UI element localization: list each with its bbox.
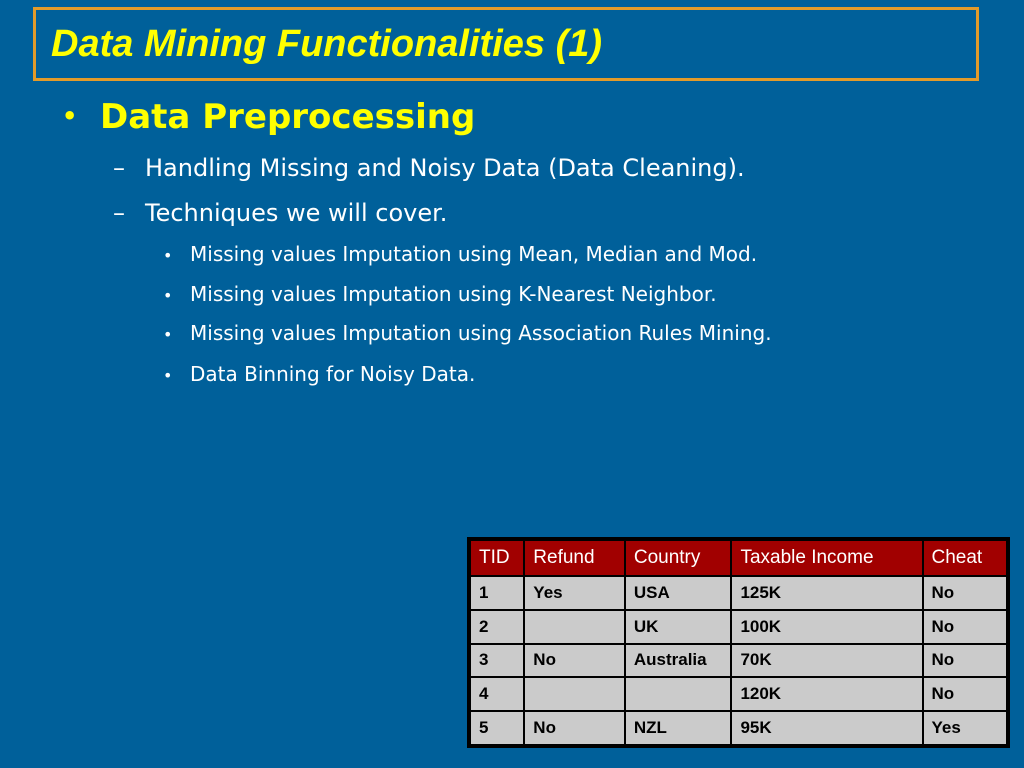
data-table	[467, 537, 1010, 748]
header-taxable-income: Taxable Income	[732, 541, 921, 575]
cell-taxable-income: 120K	[732, 678, 921, 710]
sub-sub-item-binning	[163, 361, 475, 389]
table-header-row	[471, 541, 1006, 575]
cell-cheat: No	[924, 645, 1007, 677]
sub-sub-item-text: Missing values Imputation using Mean, Median and Mod.	[190, 242, 758, 266]
small-bullet-marker: •	[163, 286, 173, 305]
table-row	[471, 611, 1006, 643]
sub-sub-item-text: Data Binning for Noisy Data.	[190, 362, 476, 386]
bullet-data-preprocessing	[62, 96, 475, 137]
header-refund: Refund	[525, 541, 624, 575]
sub-item-handling-missing	[113, 153, 745, 183]
slide-title: Data Mining Functionalities (1)	[51, 23, 603, 65]
cell-refund: No	[525, 645, 624, 677]
sub-sub-item-text: Missing values Imputation using K-Nearest Neighbor.	[190, 282, 717, 306]
cell-tid: 1	[471, 577, 523, 609]
cell-country: Australia	[626, 645, 731, 677]
cell-country: UK	[626, 611, 731, 643]
sub-sub-item-mean-median	[163, 241, 757, 269]
cell-cheat: Yes	[924, 712, 1007, 744]
sub-item-text: Handling Missing and Noisy Data (Data Cleaning).	[145, 154, 745, 182]
cell-refund	[525, 678, 624, 710]
cell-taxable-income: 95K	[732, 712, 921, 744]
cell-cheat: No	[924, 577, 1007, 609]
bullet-text: Data Preprocessing	[100, 97, 476, 137]
cell-tid: 5	[471, 712, 523, 744]
bullet-marker: •	[62, 102, 78, 130]
sub-sub-item-knn	[163, 281, 717, 309]
cell-taxable-income: 100K	[732, 611, 921, 643]
cell-tid: 2	[471, 611, 523, 643]
header-cheat: Cheat	[924, 541, 1007, 575]
cell-country: NZL	[626, 712, 731, 744]
header-tid: TID	[471, 541, 523, 575]
cell-taxable-income: 70K	[732, 645, 921, 677]
sub-item-techniques	[113, 198, 447, 228]
sub-sub-item-association-rules	[163, 320, 772, 348]
small-bullet-marker: •	[163, 366, 173, 385]
table-row	[471, 678, 1006, 710]
cell-refund	[525, 611, 624, 643]
small-bullet-marker: •	[163, 246, 173, 265]
table-row	[471, 577, 1006, 609]
cell-refund: Yes	[525, 577, 624, 609]
dash-marker: –	[113, 154, 125, 182]
cell-tid: 3	[471, 645, 523, 677]
data-table-grid	[469, 539, 1008, 746]
table-row	[471, 712, 1006, 744]
cell-cheat: No	[924, 678, 1007, 710]
header-country: Country	[626, 541, 731, 575]
cell-refund: No	[525, 712, 624, 744]
sub-item-text: Techniques we will cover.	[145, 199, 448, 227]
table-row	[471, 645, 1006, 677]
cell-cheat: No	[924, 611, 1007, 643]
cell-taxable-income: 125K	[732, 577, 921, 609]
small-bullet-marker: •	[163, 325, 173, 344]
sub-sub-item-text: Missing values Imputation using Association Rules Mining.	[190, 321, 772, 345]
cell-tid: 4	[471, 678, 523, 710]
cell-country: USA	[626, 577, 731, 609]
dash-marker: –	[113, 199, 125, 227]
cell-country	[626, 678, 731, 710]
